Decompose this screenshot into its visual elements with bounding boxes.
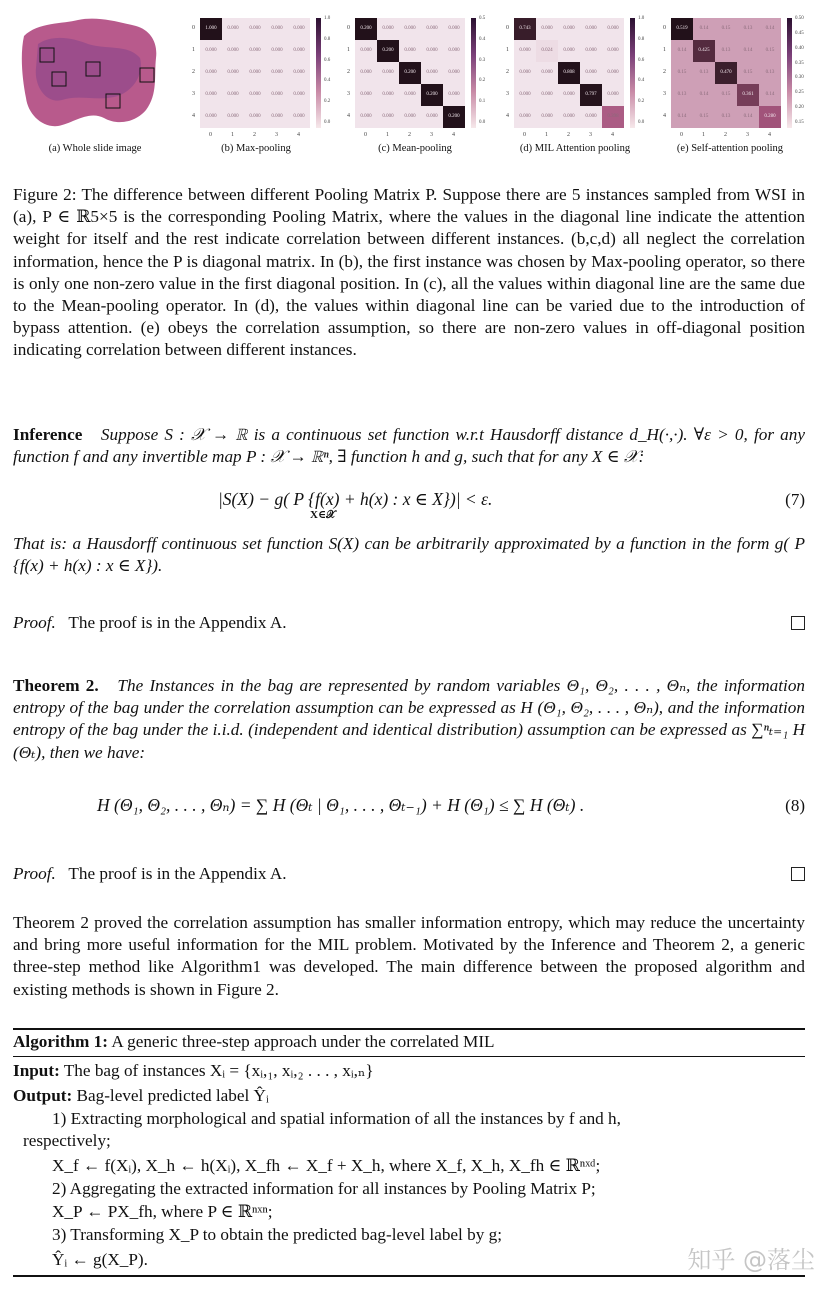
colorbar-label: 0.5 [479,16,486,21]
y-tick-label: 4 [192,113,195,119]
caption-c: (c) Mean-pooling [378,143,452,154]
x-tick-label: 0 [209,132,212,138]
y-tick-label: 0 [506,25,509,31]
caption-e: (e) Self-attention pooling [676,143,784,154]
heatmap-cell: 0.000 [421,18,443,40]
colorbar-label: 0.50 [795,16,804,21]
heatmap-cell: 0.000 [288,40,310,62]
heatmap-cell: 0.000 [558,40,580,62]
heatmap-cell: 0.000 [266,18,288,40]
x-tick-label: 4 [297,132,300,138]
heatmap-cell: 0.000 [288,84,310,106]
theorem-2 [13,675,805,764]
heatmap-cell: 0.000 [514,40,536,62]
y-tick-label: 3 [663,91,666,97]
proof-1 [13,612,805,634]
algorithm-input: Input: The bag of instances Xᵢ = {xᵢ,₁, xᵢ,₂ . . . , xᵢ,ₙ} [13,1061,374,1080]
algorithm-line-7: Ŷᵢ ← g(X_P). [52,1250,148,1269]
y-tick-label: 1 [192,47,195,53]
heatmap-cell: 0.000 [514,62,536,84]
colorbar-label: 0.8 [324,36,331,42]
heatmap-cell: 0.000 [222,106,244,128]
heatmap-cell: 0.13 [693,62,715,84]
heatmap-cell: 0.000 [399,40,421,62]
heatmap-cell: 0.14 [759,84,781,106]
heatmap-cell: 0.200 [399,62,421,84]
colorbar-label: 0.1 [479,99,486,105]
heatmap-cell: 0.000 [536,18,558,40]
heatmap-cell: 0.14 [671,40,693,62]
x-tick-label: 0 [680,132,683,138]
heatmap-cell: 0.000 [558,18,580,40]
heatmap-cell: 0.000 [536,62,558,84]
colorbar-label: 0.15 [795,120,804,125]
heatmap-cell: 0.000 [200,106,222,128]
inference-block [13,424,805,468]
x-tick-label: 2 [408,132,411,138]
heatmap-mil [506,16,660,143]
heatmap-cell: 0.13 [715,106,737,128]
colorbar-label: 0.3 [479,57,486,63]
heatmap-cell: 0.000 [288,106,310,128]
heatmap-cell: 0.15 [715,84,737,106]
y-tick-label: 4 [347,113,350,119]
heatmap-cell: 0.000 [421,40,443,62]
qed-box-2 [791,867,805,881]
heatmap-cell: 0.000 [580,106,602,128]
theorem-2-heading: Theorem 2. [13,676,99,695]
heatmap-cell: 0.000 [377,84,399,106]
x-tick-label: 4 [611,132,614,138]
qed-box-1 [791,616,805,630]
heatmap-cell: 0.000 [266,84,288,106]
heatmap-cell: 0.000 [222,62,244,84]
colorbar-label: 0.2 [324,99,331,105]
x-tick-label: 2 [253,132,256,138]
equation-7-number: (7) [785,490,805,509]
watermark: 知乎 @落尘 [687,1246,815,1274]
heatmap-cell: 0.000 [355,106,377,128]
heatmap-cell: 0.000 [266,106,288,128]
x-tick-label: 1 [386,132,389,138]
heatmap-cell: 0.000 [377,18,399,40]
heatmap-cell: 0.200 [377,40,399,62]
y-tick-label: 2 [663,69,666,75]
algorithm-line-6: 3) Transforming X_P to obtain the predicted bag-level label by g; [52,1225,502,1244]
heatmap-cell: 0.000 [580,40,602,62]
heatmap-cell: 0.000 [355,40,377,62]
heatmap-cell: 0.000 [288,18,310,40]
algorithm-line-1: 1) Extracting morphological and spatial information of all the instances by f and h, [52,1109,621,1128]
heatmap-cell: 0.14 [671,106,693,128]
heatmap-cell: 0.000 [200,84,222,106]
heatmap-cell: 0.14 [759,18,781,40]
inference-remark: That is: a Hausdorff continuous set function S(X) can be arbitrarily approximated by a function in the form g( P {f(x) + h(x) : x ∈ X}). [13,534,805,576]
heatmap-cell: 0.14 [693,18,715,40]
heatmap-cell: 0.13 [737,18,759,40]
colorbar-label: 0.20 [795,105,804,111]
heatmap-cell: 0.200 [421,84,443,106]
heatmap-cell: 0.200 [355,18,377,40]
colorbar [471,18,476,128]
heatmap-cell: 0.15 [715,18,737,40]
colorbar-label: 0.40 [795,45,804,51]
heatmap-cell: 0.000 [421,106,443,128]
heatmap-cell: 0.15 [693,106,715,128]
x-tick-label: 3 [589,132,592,138]
heatmap-cell: 0.14 [737,40,759,62]
heatmap-cell: 0.000 [536,84,558,106]
heatmap-cell: 0.14 [693,84,715,106]
colorbar-label: 0.2 [479,78,486,84]
heatmap-cell: 0.000 [355,84,377,106]
algorithm-title: Algorithm 1: A generic three-step approach under the correlated MIL [13,1032,495,1051]
heatmap-cell: 0.000 [580,18,602,40]
x-tick-label: 3 [430,132,433,138]
x-tick-label: 1 [231,132,234,138]
figure-2 [0,6,837,166]
proof-1-text: The proof is in the Appendix A. [68,613,287,632]
heatmap-cell: 0.13 [715,40,737,62]
heatmap-cell: 0.000 [266,40,288,62]
x-tick-label: 0 [523,132,526,138]
colorbar [316,18,321,128]
colorbar-label: 0.25 [795,90,804,96]
x-tick-label: 1 [545,132,548,138]
y-tick-label: 3 [347,91,350,97]
figure-caption-label: Figure 2: [13,185,77,204]
caption-d: (d) MIL Attention pooling [519,143,631,154]
inference-statement: Suppose S : 𝒳 → ℝ is a continuous set function w.r.t Hausdorff distance d_H(·,·). ∀ε > 0, for any function f and any invertible map P : 𝒳 → ℝⁿ, ∃ function h and g, such that for any X ∈ 𝒳: [13,425,805,467]
x-tick-label: 3 [746,132,749,138]
equation-8: H (Θ₁, Θ₂, . . . , Θₙ) = ∑ H (Θₜ | Θ₁, . . . , Θₜ₋₁) + H (Θ₁) ≤ ∑ H (Θₜ) . [97,795,585,815]
heatmap-mean [347,16,501,143]
y-tick-label: 3 [192,91,195,97]
heatmap-cell: 0.000 [377,62,399,84]
heatmap-cell: 0.000 [244,106,266,128]
colorbar-label: 0.45 [795,30,804,36]
heatmap-cell: 0.000 [421,62,443,84]
heatmap-cell: 0.000 [602,18,624,40]
heatmap-cell: 0.000 [443,62,465,84]
heatmap-cell: 0.000 [244,40,266,62]
heatmap-cell: 0.000 [355,62,377,84]
x-tick-label: 4 [768,132,771,138]
colorbar [787,18,792,128]
heatmap-cell: 0.280 [759,106,781,128]
heatmap-cell: 1.000 [200,18,222,40]
heatmap-cell: 0.000 [244,62,266,84]
y-tick-label: 2 [192,69,195,75]
colorbar-label: 0.8 [638,36,645,42]
algorithm-line-3: X_f ← f(Xᵢ), X_h ← h(Xᵢ), X_fh ← X_f + X_h, where X_f, X_h, X_fh ∈ ℝⁿˣᵈ; [52,1156,601,1175]
heatmap-cell: 0.000 [443,18,465,40]
colorbar-label: 1.0 [638,16,645,21]
y-tick-label: 2 [347,69,350,75]
heatmap-cell: 0.398 [602,106,624,128]
heatmap-cell: 0.000 [222,40,244,62]
heatmap-cell: 0.000 [288,62,310,84]
heatmap-cell: 0.000 [558,106,580,128]
figure-caption-text: The difference between different Pooling Matrix P. Suppose there are 5 instances sampled from WSI in (a), P ∈ ℝ5×5 is the corresponding Pooling Matrix, where the values in the diagonal line indicate the attention weight for itself and the rest indicate correlation between different instances. (b,c,d) all neglect the correlation information, hence the P is diagonal matrix. In (b), the first instance was chosen by Max-pooling operator, so there is only one non-zero value in the first diagonal position. In (c), all the values within diagonal line are the same due to the Mean-pooling operator. In (d), the values within diagonal line can be varied due to the introduction of bypass attention. (e) obeys the correlation assumption, so there are non-zero values in off-diagonal position indicating correlation between different instances. [13,185,805,360]
y-tick-label: 2 [506,69,509,75]
proof-1-label: Proof. [13,613,56,632]
colorbar-label: 0.30 [795,75,804,81]
y-tick-label: 1 [663,47,666,53]
y-tick-label: 4 [506,113,509,119]
colorbar-label: 0.4 [638,78,645,84]
y-tick-label: 3 [506,91,509,97]
heatmap-cell: 0.000 [399,106,421,128]
caption-b: (b) Max-pooling [221,143,291,154]
colorbar-label: 0.6 [324,57,331,63]
heatmap-cell: 0.000 [602,62,624,84]
x-tick-label: 2 [724,132,727,138]
heatmap-cell: 0.000 [244,18,266,40]
heatmap-cell: 0.000 [443,84,465,106]
colorbar-label: 0.35 [795,60,804,66]
heatmap-cell: 0.15 [671,62,693,84]
x-tick-label: 4 [452,132,455,138]
algorithm-title-rule [13,1056,805,1057]
heatmap-cell: 0.797 [580,84,602,106]
heatmap-cell: 0.000 [222,84,244,106]
theorem-2-statement: The Instances in the bag are represented by random variables Θ₁, Θ₂, . . . , Θₙ, the information entropy of the bag under the correlation assumption can be expressed as H (Θ₁, Θ₂, . . . , Θₙ), and the information entropy of the bag under the i.i.d. (independent and identical distribution) assumption can be expressed as ∑ⁿₜ₌₁ H (Θₜ), then we have: [13,676,806,762]
algorithm-output: Output: Bag-level predicted label Ŷᵢ [13,1086,269,1105]
proof-2 [13,863,805,885]
y-tick-label: 0 [192,25,195,31]
heatmap-cell: 0.000 [399,84,421,106]
whole-slide-image [18,14,166,132]
heatmap-cell: 0.000 [514,106,536,128]
heatmap-cell: 0.361 [737,84,759,106]
body-paragraph: Theorem 2 proved the correlation assumption has smaller information entropy, which may reduce the uncertainty and bring more useful information for the MIL problem. Motivated by the Inference and Theorem 2, a generic three-step method like Algorithm1 was developed. The main difference between the proposed algorithm and existing methods is shown in Figure 2. [13,913,805,999]
heatmap-cell: 0.808 [558,62,580,84]
caption-a: (a) Whole slide image [48,143,142,154]
heatmap-cell: 0.000 [558,84,580,106]
colorbar-label: 0.4 [479,36,486,42]
heatmap-cell: 0.000 [200,62,222,84]
algorithm-top-rule [13,1028,805,1030]
colorbar [630,18,635,128]
heatmap-max [192,16,346,143]
heatmap-cell: 0.000 [377,106,399,128]
heatmap-cell: 0.15 [737,62,759,84]
heatmap-cell: 0.000 [514,84,536,106]
colorbar-label: 0.6 [638,57,645,63]
colorbar-label: 0.0 [479,120,486,125]
heatmap-cell: 0.024 [536,40,558,62]
y-tick-label: 4 [663,113,666,119]
x-tick-label: 2 [567,132,570,138]
heatmap-cell: 0.13 [671,84,693,106]
colorbar-label: 0.2 [638,99,645,105]
heatmap-cell: 0.000 [222,18,244,40]
algorithm-line-4: 2) Aggregating the extracted information for all instances by Pooling Matrix P; [52,1179,596,1198]
heatmap-self [663,16,817,143]
colorbar-label: 0.0 [638,120,645,125]
heatmap-cell: 0.000 [399,18,421,40]
heatmap-cell: 0.519 [671,18,693,40]
heatmap-cell: 0.15 [759,40,781,62]
equation-8-number: (8) [785,796,805,815]
algorithm-line-5: X_P ← PX_fh, where P ∈ ℝⁿˣⁿ; [52,1202,273,1221]
heatmap-cell: 0.000 [266,62,288,84]
equation-7-subscript: X∈𝒳 [310,509,336,521]
y-tick-label: 0 [663,25,666,31]
algorithm-bottom-rule [13,1275,805,1277]
colorbar-label: 0.4 [324,78,331,84]
y-tick-label: 1 [506,47,509,53]
heatmap-cell: 0.000 [244,84,266,106]
heatmap-cell: 0.000 [580,62,602,84]
x-tick-label: 1 [702,132,705,138]
heatmap-cell: 0.000 [602,40,624,62]
heatmap-cell: 0.470 [715,62,737,84]
colorbar-label: 1.0 [324,16,331,21]
proof-2-label: Proof. [13,864,56,883]
heatmap-cell: 0.13 [759,62,781,84]
x-tick-label: 3 [275,132,278,138]
equation-7: |S(X) − g( P {f(x) + h(x) : x ∈ X})| < ε. X∈𝒳 [218,489,493,521]
y-tick-label: 0 [347,25,350,31]
heatmap-cell: 0.425 [693,40,715,62]
algorithm-line-2: respectively; [23,1131,111,1150]
heatmap-cell: 0.000 [602,84,624,106]
inference-heading: Inference [13,425,83,444]
heatmap-cell: 0.200 [443,106,465,128]
colorbar-label: 0.0 [324,120,331,125]
heatmap-cell: 0.000 [536,106,558,128]
proof-2-text: The proof is in the Appendix A. [68,864,287,883]
heatmap-cell: 0.000 [443,40,465,62]
heatmap-cell: 0.743 [514,18,536,40]
heatmap-cell: 0.14 [737,106,759,128]
figure-caption [13,184,805,362]
y-tick-label: 1 [347,47,350,53]
heatmap-cell: 0.000 [200,40,222,62]
x-tick-label: 0 [364,132,367,138]
